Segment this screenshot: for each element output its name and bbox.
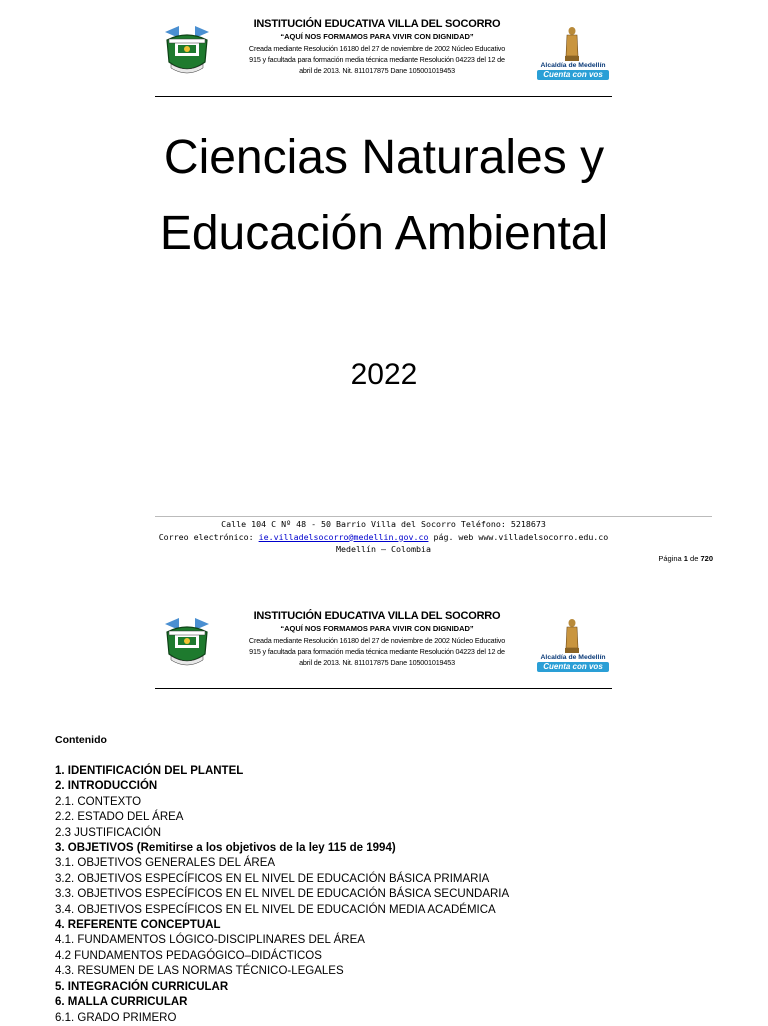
resolution-line-1: Creada mediante Resolución 16180 del 27 de noviembre de 2002 Núcleo Educativo	[248, 636, 506, 645]
alcaldia-logo	[533, 26, 613, 86]
toc-item[interactable]: 5. INTEGRACIÓN CURRICULAR	[55, 980, 229, 993]
header-rule	[155, 688, 612, 689]
institution-motto: “AQUÍ NOS FORMAMOS PARA VIVIR CON DIGNIDAD”	[280, 624, 474, 633]
web-address: www.villadelsocorro.edu.co	[478, 531, 609, 542]
alcaldia-logo	[533, 618, 613, 678]
document-title-line-2: Educación Ambiental	[159, 207, 609, 260]
institution-name: INSTITUCIÓN EDUCATIVA VILLA DEL SOCORRO	[253, 610, 501, 622]
footer-city: Medellín – Colombia	[336, 544, 431, 554]
resolution-line-3: abril de 2013. Nit. 811017875 Dane 105001019453	[299, 658, 455, 667]
table-of-contents	[55, 734, 735, 1026]
toc-item[interactable]: 6.1. GRADO PRIMERO	[55, 1011, 177, 1024]
toc-item[interactable]: 4.1. FUNDAMENTOS LÓGICO-DISCIPLINARES DEL ÁREA	[55, 934, 365, 947]
toc-item[interactable]: 2.2. ESTADO DEL ÁREA	[55, 811, 184, 824]
alcaldia-slogan: Cuenta con vos	[537, 662, 609, 672]
page-of: de	[690, 554, 699, 563]
toc-item[interactable]: 3.2. OBJETIVOS ESPECÍFICOS EN EL NIVEL DE EDUCACIÓN BÁSICA PRIMARIA	[55, 872, 490, 885]
resolution-line-2: 915 y facultada para formación media técnica mediante Resolución 04223 del 12 de	[249, 647, 505, 656]
toc-item[interactable]: 4.2 FUNDAMENTOS PEDAGÓGICO–DIDÁCTICOS	[55, 949, 322, 962]
footer-address: Calle 104 C Nº 48 - 50 Barrio Villa del Socorro Teléfono: 5218673	[221, 519, 546, 529]
toc-title: Contenido	[55, 734, 107, 746]
web-label: pág. web	[433, 531, 474, 542]
institution-name: INSTITUCIÓN EDUCATIVA VILLA DEL SOCORRO	[253, 18, 501, 30]
toc-item[interactable]: 2.1. CONTEXTO	[55, 795, 142, 808]
email-link[interactable]: ie.villadelsocorro@medellin.gov.co	[258, 531, 429, 542]
institution-motto: “AQUÍ NOS FORMAMOS PARA VIVIR CON DIGNIDAD”	[280, 32, 474, 41]
document-title-line-1: Ciencias Naturales y	[163, 131, 605, 184]
resolution-line-1: Creada mediante Resolución 16180 del 27 de noviembre de 2002 Núcleo Educativo	[248, 44, 506, 53]
alcaldia-slogan: Cuenta con vos	[537, 70, 609, 80]
toc-item[interactable]: 3.1. OBJETIVOS GENERALES DEL ÁREA	[55, 857, 276, 870]
toc-item[interactable]: 6. MALLA CURRICULAR	[55, 996, 188, 1009]
toc-item[interactable]: 3.4. OBJETIVOS ESPECÍFICOS EN EL NIVEL DE EDUCACIÓN MEDIA ACADÉMICA	[55, 903, 496, 916]
toc-item[interactable]: 1. IDENTIFICACIÓN DEL PLANTEL	[55, 765, 244, 777]
toc-item[interactable]: 2. INTRODUCCIÓN	[55, 780, 158, 793]
document-year: 2022	[350, 358, 418, 391]
page-current: 1	[683, 554, 688, 563]
email-label: Correo electrónico:	[158, 531, 254, 542]
resolution-line-3: abril de 2013. Nit. 811017875 Dane 105001019453	[299, 66, 455, 75]
page-total: 720	[700, 554, 713, 563]
page-label: Página	[658, 554, 682, 563]
toc-item[interactable]: 3.3. OBJETIVOS ESPECÍFICOS EN EL NIVEL DE EDUCACIÓN BÁSICA SECUNDARIA	[55, 888, 510, 901]
statue-icon	[564, 618, 580, 654]
school-crest-icon	[159, 22, 215, 78]
header-rule	[155, 96, 612, 97]
resolution-text	[223, 635, 531, 668]
alcaldia-name: Alcaldía de Medellín	[540, 654, 606, 661]
resolution-line-2: 915 y facultada para formación media técnica mediante Resolución 04223 del 12 de	[249, 55, 505, 64]
toc-item[interactable]: 4. REFERENTE CONCEPTUAL	[55, 919, 221, 932]
toc-item[interactable]: 3. OBJETIVOS (Remitirse a los objetivos de la ley 115 de 1994)	[55, 842, 396, 855]
footer-rule	[155, 516, 712, 517]
page-header	[155, 18, 612, 98]
page-header-2	[155, 610, 612, 690]
toc-item[interactable]: 2.3 JUSTIFICACIÓN	[55, 826, 162, 839]
statue-icon	[564, 26, 580, 62]
alcaldia-name: Alcaldía de Medellín	[540, 62, 606, 69]
page-number	[560, 554, 713, 563]
toc-item[interactable]: 4.3. RESUMEN DE LAS NORMAS TÉCNICO-LEGALES	[55, 965, 344, 978]
footer-contact	[155, 531, 612, 544]
resolution-text	[223, 43, 531, 76]
school-crest-icon	[159, 614, 215, 670]
page-footer	[155, 518, 612, 556]
